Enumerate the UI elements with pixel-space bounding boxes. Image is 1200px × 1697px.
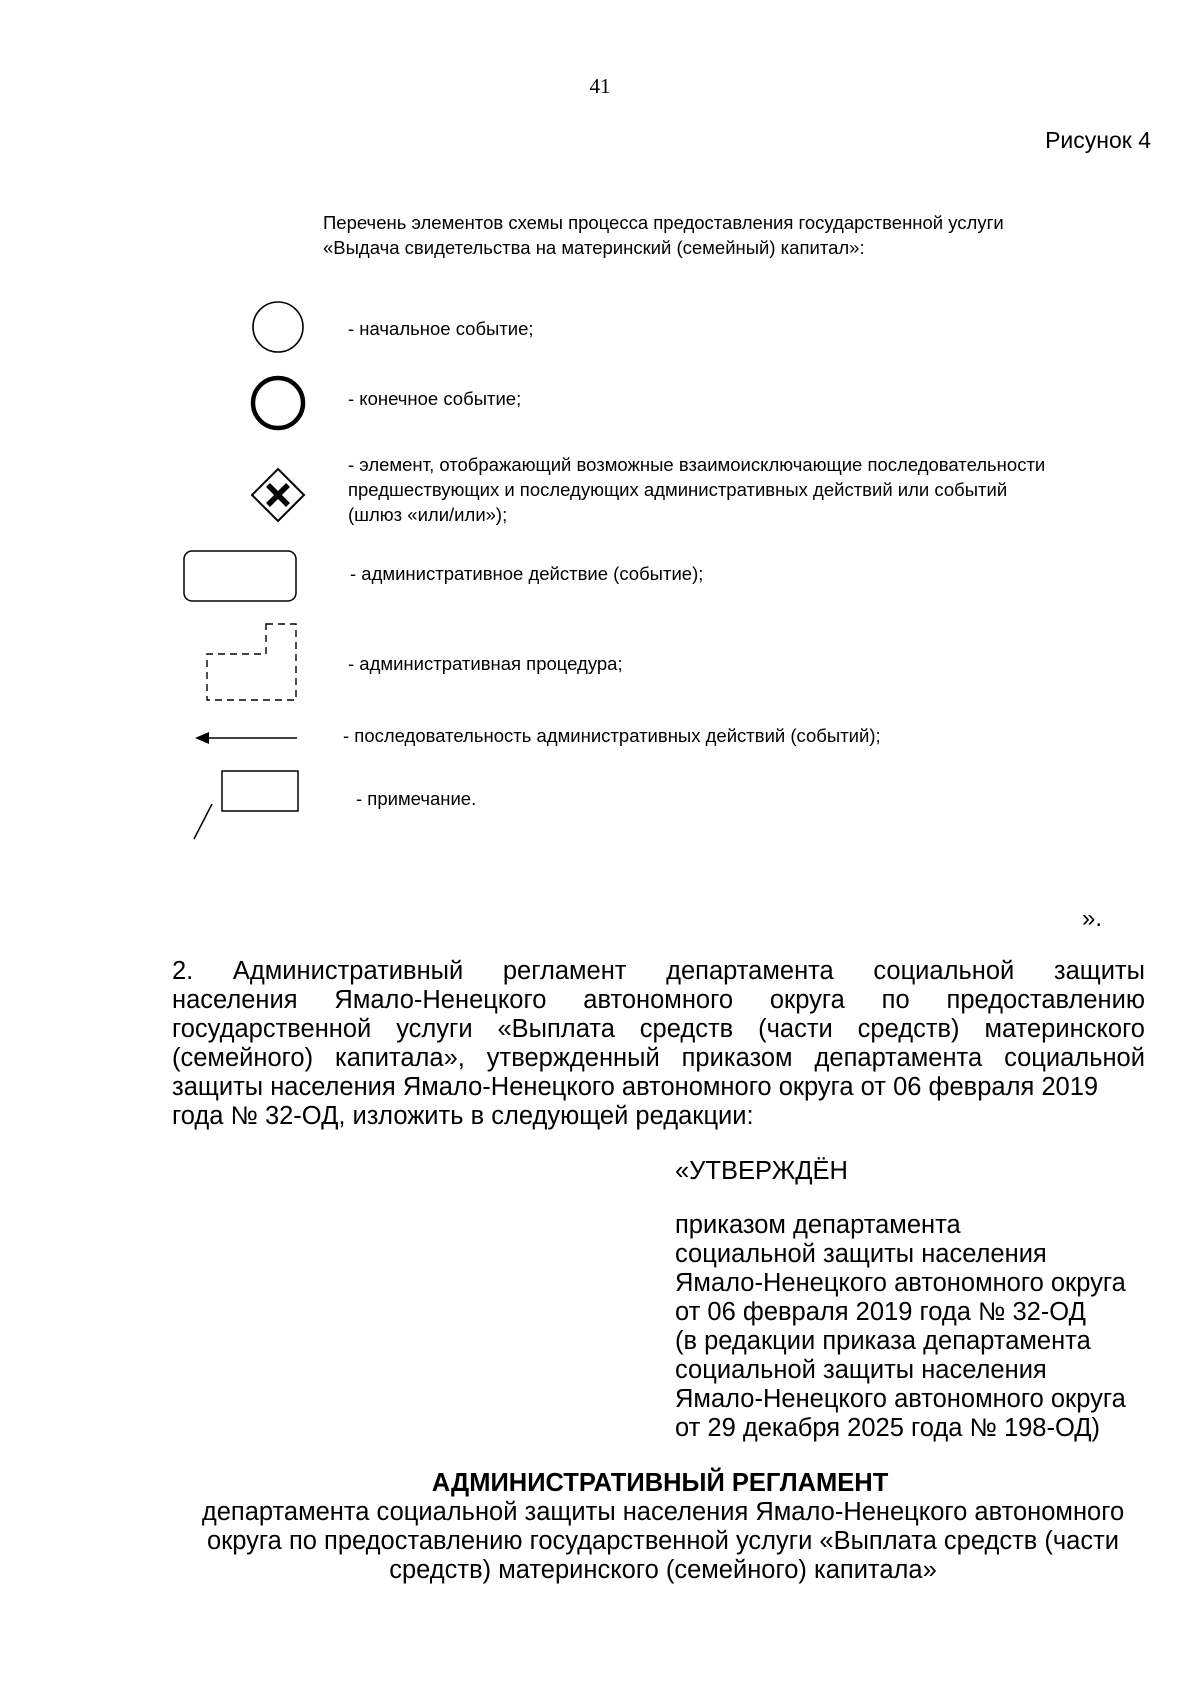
approval-line: (в редакции приказа департамента bbox=[675, 1327, 1091, 1355]
regulation-subtitle-line-3: средств) материнского (семейного) капитала» bbox=[389, 1556, 937, 1584]
approval-line: социальной защиты населения bbox=[675, 1356, 1047, 1384]
legend-item-gateway bbox=[348, 452, 1168, 527]
paragraph-line: населения Ямало-Ненецкого автономного округа по предоставлению bbox=[172, 986, 1145, 1014]
end-event-icon bbox=[249, 374, 309, 434]
legend-item-procedure: - административная процедура; bbox=[348, 653, 623, 674]
start-event-icon bbox=[251, 300, 307, 356]
arrow-left-icon bbox=[193, 728, 301, 748]
regulation-title: АДМИНИСТРАТИВНЫЙ РЕГЛАМЕНТ bbox=[431, 1469, 889, 1497]
procedure-icon bbox=[204, 622, 300, 704]
paragraph-line: государственной услуги «Выплата средств (части средств) материнского bbox=[172, 1015, 1145, 1043]
legend-title-line-1: Перечень элементов схемы процесса предоставления государственной услуги bbox=[323, 212, 1004, 233]
paragraph-line: 2. Административный регламент департамента социальной защиты bbox=[172, 957, 1145, 985]
approval-heading: «УТВЕРЖДЁН bbox=[675, 1157, 848, 1185]
gateway-icon bbox=[249, 466, 309, 526]
legend-item-end-event: - конечное событие; bbox=[348, 388, 522, 409]
annotation-icon bbox=[190, 769, 305, 841]
legend-item-gateway-line-3: (шлюз «или/или»); bbox=[348, 504, 508, 525]
regulation-subtitle bbox=[178, 1498, 1148, 1585]
activity-icon bbox=[183, 550, 298, 606]
approval-line: социальной защиты населения bbox=[675, 1240, 1047, 1268]
page-number: 41 bbox=[589, 74, 611, 98]
legend-item-start-event: - начальное событие; bbox=[348, 318, 534, 339]
approval-line: приказом департамента bbox=[675, 1211, 961, 1239]
approval-block bbox=[675, 1211, 1155, 1443]
approval-line: от 29 декабря 2025 года № 198-ОД) bbox=[675, 1414, 1101, 1442]
legend-item-gateway-line-1: - элемент, отображающий возможные взаимоисключающие последовательности bbox=[348, 454, 1046, 475]
legend-item-gateway-line-2: предшествующих и последующих административных действий или событий bbox=[348, 479, 1008, 500]
approval-line: Ямало-Ненецкого автономного округа bbox=[675, 1385, 1126, 1413]
regulation-subtitle-line-1: департамента социальной защиты населения Ямало-Ненецкого автономного bbox=[201, 1498, 1125, 1526]
paragraph-line: (семейного) капитала», утвержденный приказом департамента социальной bbox=[172, 1044, 1145, 1072]
closing-quote: ». bbox=[1082, 905, 1103, 932]
figure-label: Рисунок 4 bbox=[1045, 127, 1151, 153]
legend-title-line-2: «Выдача свидетельства на материнский (семейный) капитал»: bbox=[323, 237, 865, 258]
legend-item-annotation: - примечание. bbox=[356, 788, 477, 809]
legend-item-activity: - административное действие (событие); bbox=[350, 563, 704, 584]
legend-title bbox=[323, 210, 1123, 260]
approval-line: Ямало-Ненецкого автономного округа bbox=[675, 1269, 1126, 1297]
paragraph-line: года № 32-ОД, изложить в следующей редакции: bbox=[172, 1102, 754, 1130]
amendment-paragraph bbox=[172, 957, 1145, 1131]
paragraph-line: защиты населения Ямало-Ненецкого автономного округа от 06 февраля 2019 bbox=[172, 1073, 1099, 1101]
regulation-subtitle-line-2: округа по предоставлению государственной услуги «Выплата средств (части bbox=[206, 1527, 1120, 1555]
approval-line: от 06 февраля 2019 года № 32-ОД bbox=[675, 1298, 1086, 1326]
legend-item-sequence: - последовательность административных действий (событий); bbox=[343, 725, 881, 746]
